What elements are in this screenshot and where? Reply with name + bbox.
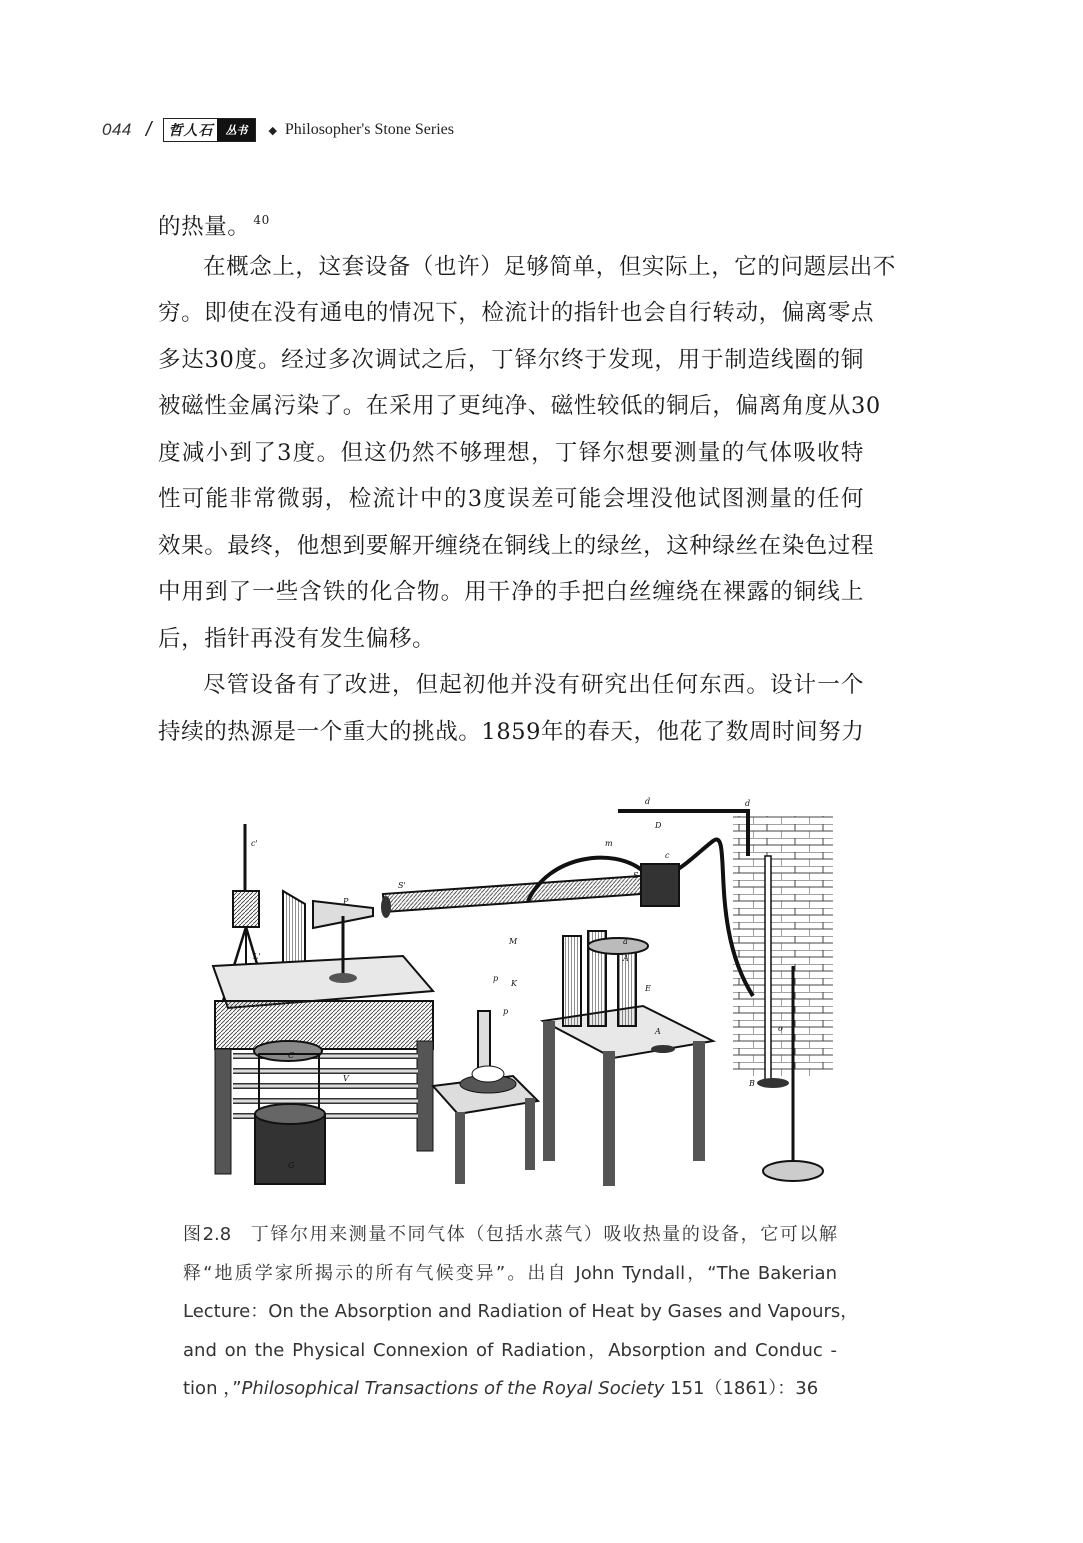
figure-letter: B	[749, 1079, 755, 1088]
series-logo-sub: 丛书	[217, 119, 255, 141]
footnote-ref: 40	[253, 213, 270, 227]
figure-letter: E	[645, 984, 651, 993]
right-table	[543, 931, 713, 1186]
figure-letter: D	[655, 821, 662, 830]
figure-letter: a	[623, 937, 628, 946]
curved-pipe	[528, 839, 753, 996]
figure-letter: G	[288, 1161, 295, 1170]
figure-letter: P	[343, 897, 349, 906]
caption-line: Lecture：On the Absorption and Radiation of Heat by Gases and Vapours，	[183, 1301, 859, 1322]
text-line: 效果。最终，他想到要解开缠绕在铜线上的绿丝，这种绿丝在染色过程	[158, 532, 875, 559]
text-line: 中用到了一些含铁的化合物。用干净的手把白丝缠绕在裸露的铜线上	[158, 579, 864, 605]
figure-letter: o	[778, 1024, 783, 1033]
figure-letter: d	[745, 799, 751, 808]
figure-letter: C	[288, 1051, 295, 1060]
figure-letter: A	[655, 1027, 661, 1036]
figure-letter: K	[511, 979, 517, 988]
body-text	[158, 197, 897, 755]
caption-line: tion ，”Philosophical Transactions of the Royal Society 151（1861）：36	[183, 1378, 819, 1399]
header-separator: /	[145, 118, 152, 141]
apparatus-engraving	[193, 796, 838, 1191]
text-line: 在概念上，这套设备（也许）足够简单，但实际上，它的问题层出不	[203, 253, 897, 280]
journal-title: Philosophical Transactions of the Royal Society	[241, 1378, 665, 1399]
running-header	[102, 116, 454, 144]
caption-line: 释“地质学家所揭示的所有气候变异”。出自 John Tyndall，“The Bakerian	[183, 1262, 837, 1284]
text-line: 尽管设备有了改进，但起初他并没有研究出任何东西。设计一个	[203, 672, 864, 698]
series-logo	[163, 118, 256, 142]
series-title: Philosopher's Stone Series	[284, 121, 455, 138]
text-line: 多达30度。经过多次调试之后，丁铎尔终于发现，用于制造线圈的铜	[158, 346, 864, 373]
series-logo-main: 哲人石	[168, 123, 214, 139]
figure-letter: d	[645, 797, 651, 806]
figure-letter: A	[623, 954, 629, 963]
text-line: 度减小到了3度。但这仍然不够理想，丁铎尔想要测量的气体吸收特	[158, 439, 864, 466]
text-line: 性可能非常微弱，检流计中的3度误差可能会埋没他试图测量的任何	[158, 486, 864, 512]
figure-label: 图2.8	[183, 1224, 232, 1245]
text-line: 的热量。 $^{40}$	[158, 213, 270, 240]
text-line: 后，指针再没有发生偏移。	[158, 625, 436, 652]
figure-letter: L'	[253, 952, 261, 961]
figure-letter: V	[343, 1074, 349, 1083]
figure-letter: M	[509, 937, 518, 946]
galvanometer-box	[641, 864, 679, 906]
caption-line: 图2.8 丁铎尔用来测量不同气体（包括水蒸气）吸收热量的设备，它可以解	[183, 1224, 837, 1245]
caption-line: and on the Physical Connexion of Radiation，Absorption and Conduc -	[183, 1339, 837, 1361]
page-number: 044	[102, 120, 132, 139]
diamond-icon: ◆	[268, 123, 277, 137]
figure-letter: c	[665, 851, 670, 860]
figure-letter: S'	[398, 881, 406, 890]
figure-letter: m	[605, 839, 613, 848]
text-line: 持续的热源是一个重大的挑战。1859年的春天，他花了数周时间努力	[158, 718, 865, 745]
figure-letter: c'	[251, 839, 258, 848]
main-tube	[381, 876, 644, 918]
figure-letter: S	[633, 871, 639, 880]
figure-letter: p	[493, 974, 499, 983]
burner-stool	[433, 1011, 538, 1184]
text-line: 穷。即使在没有通电的情况下，检流计的指针也会自行转动，偏离零点	[158, 300, 875, 326]
text-line: 被磁性金属污染了。在采用了更纯净、磁性较低的铜后，偏离角度从30	[158, 393, 881, 419]
top-pipe	[618, 811, 748, 856]
figure-caption	[183, 1216, 859, 1409]
figure-letter: p	[503, 1007, 509, 1016]
